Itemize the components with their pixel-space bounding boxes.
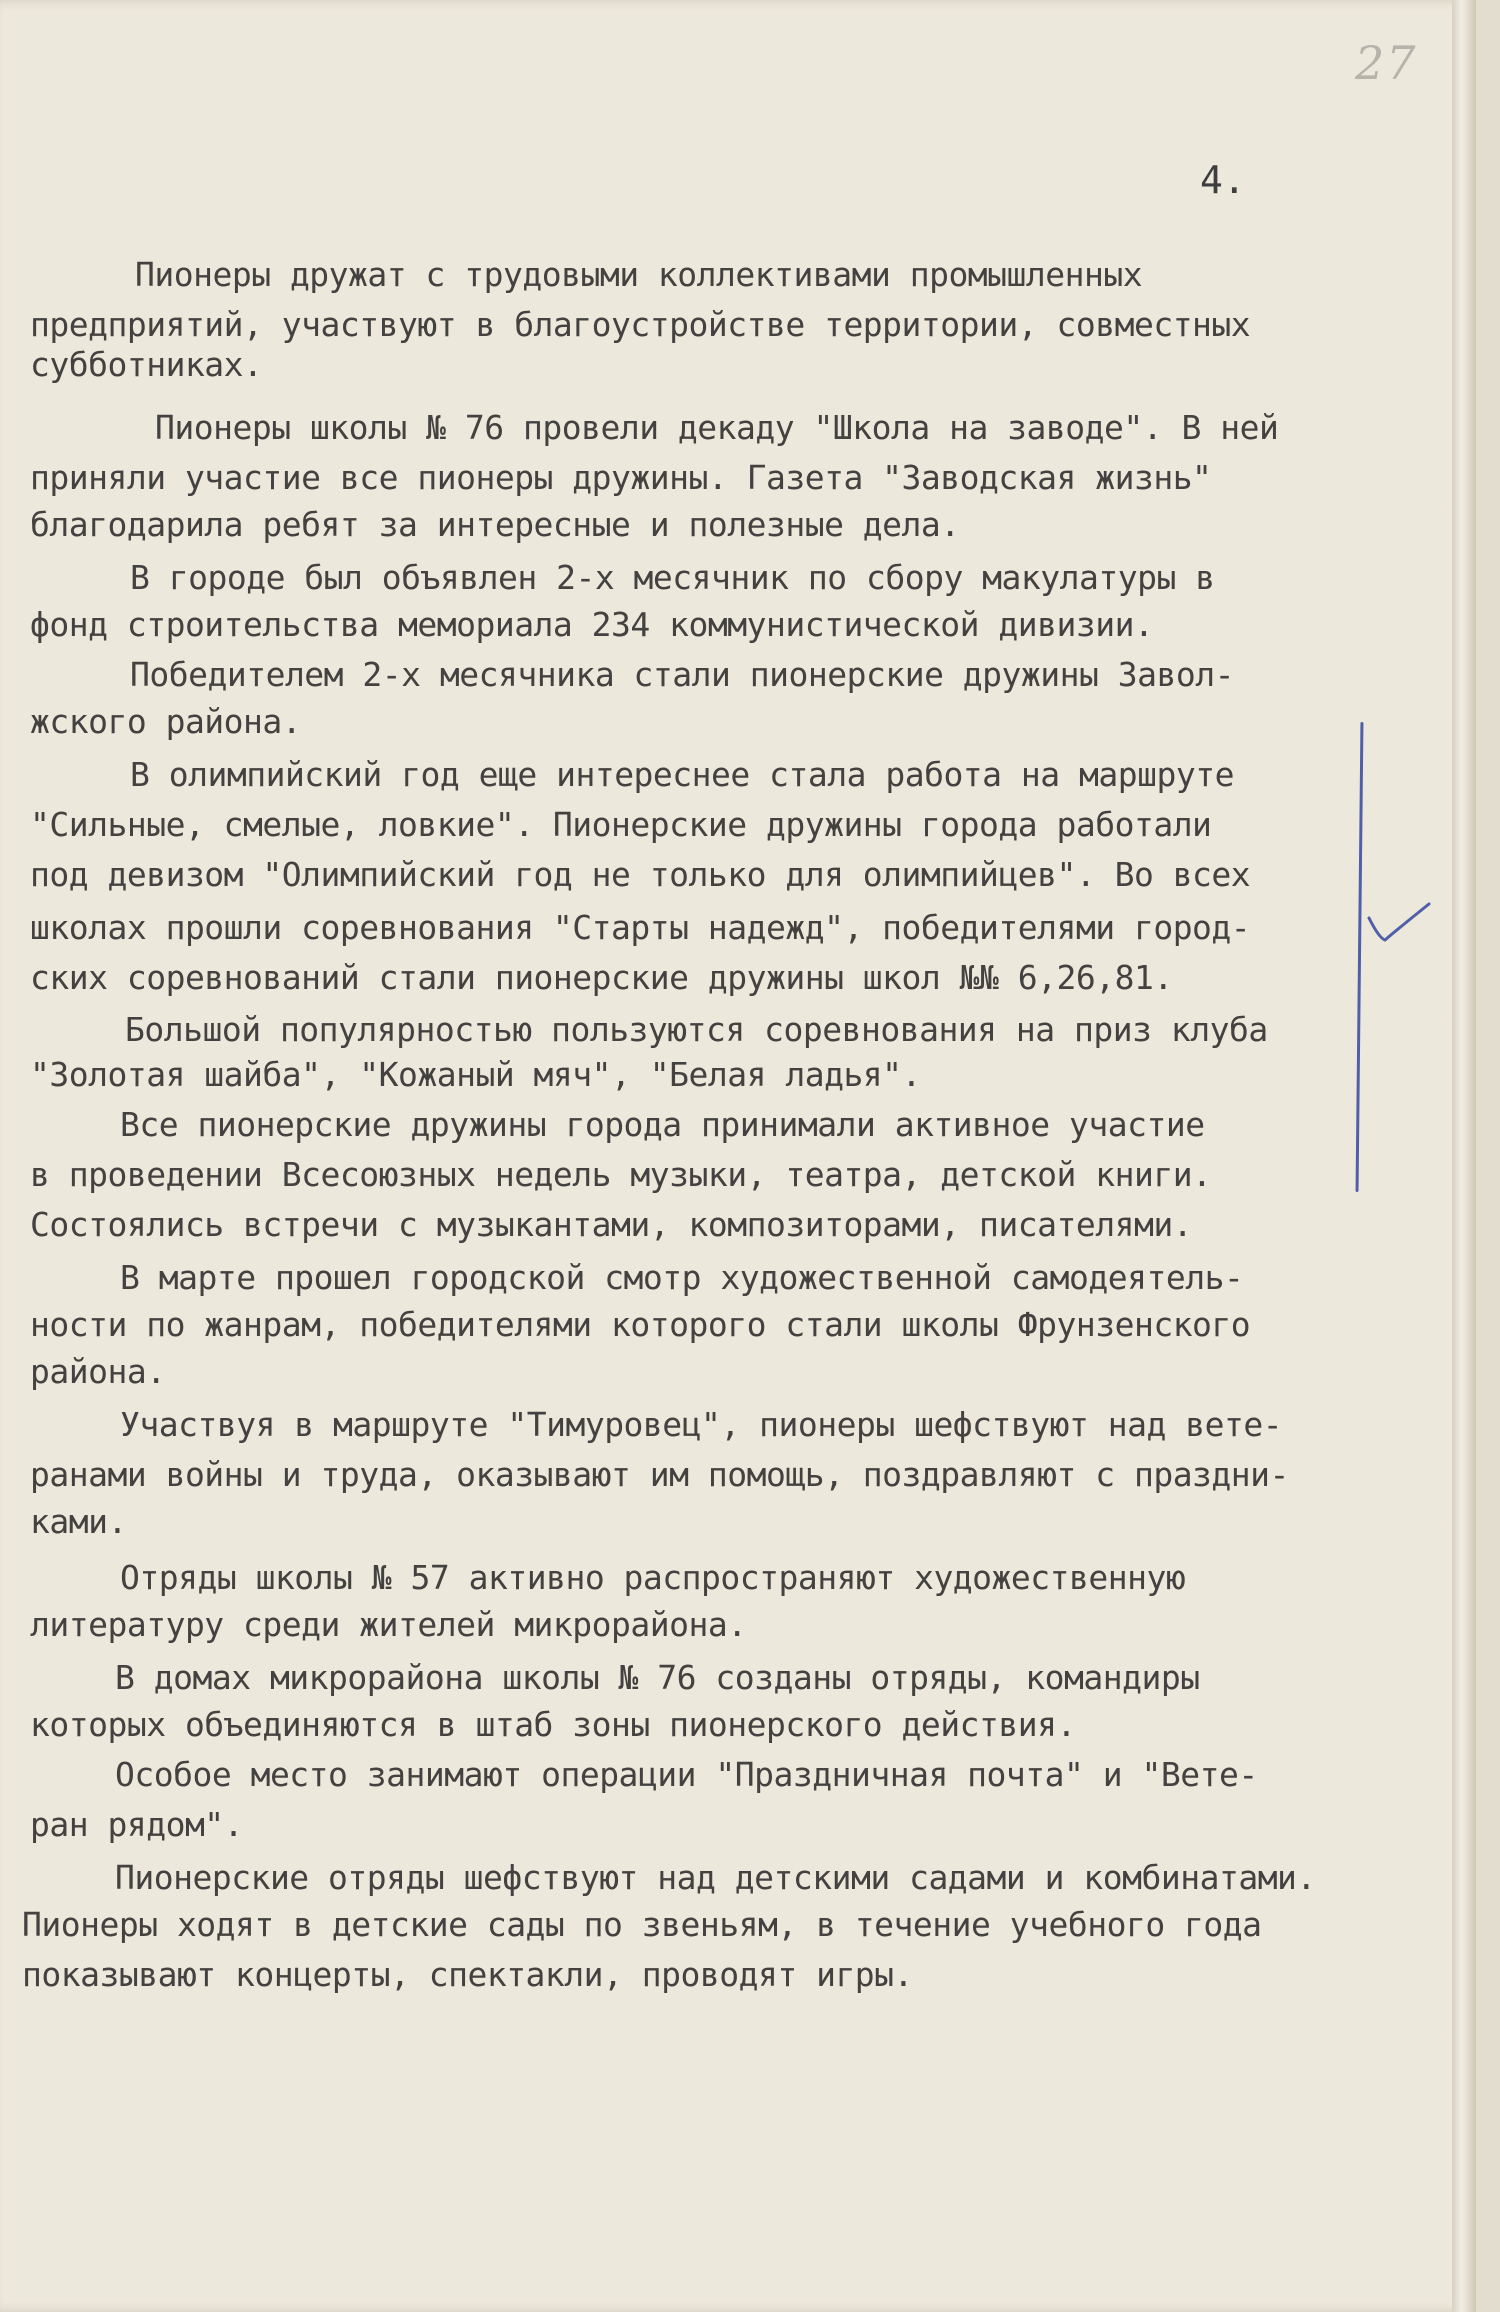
text-line: В олимпийский год еще интереснее стала работа на маршруте [130,755,1234,794]
text-line: Пионеры ходят в детские сады по звеньям, в течение учебного года [22,1905,1262,1944]
text-line: В марте прошел городской смотр художественной самодеятель- [120,1258,1244,1297]
text-line: литературу среди жителей микрорайона. [30,1605,747,1644]
text-line: ран рядом". [30,1805,244,1844]
text-line: под девизом "Олимпийский год не только для олимпийцев". Во всех [30,855,1251,894]
page-number: 4. [1200,158,1246,202]
text-line: "Золотая шайба", "Кожаный мяч", "Белая ладья". [30,1055,921,1094]
text-line: Пионеры дружат с трудовыми коллективами промышленных [135,255,1143,294]
text-line: Пионеры школы № 76 провели декаду "Школа на заводе". В ней [155,408,1279,447]
text-line: Участвуя в маршруте "Тимуровец", пионеры шефствуют над вете- [120,1405,1283,1444]
archive-page-number: 27 [1355,36,1418,90]
text-line: В городе был объявлен 2-х месячник по сбору макулатуры в [130,558,1215,597]
text-line: в проведении Всесоюзных недель музыки, театра, детской книги. [30,1155,1212,1194]
text-line: предприятий, участвуют в благоустройстве территории, совместных [30,305,1251,344]
text-line: Состоялись встречи с музыкантами, композиторами, писателями. [30,1205,1193,1244]
text-line: "Сильные, смелые, ловкие". Пионерские дружины города работали [30,805,1212,844]
text-line: Особое место занимают операции "Праздничная почта" и "Вете- [115,1755,1258,1794]
text-line: Победителем 2-х месячника стали пионерские дружины Завол- [130,655,1234,694]
text-line: ских соревнований стали пионерские дружины школ №№ 6,26,81. [30,958,1173,997]
text-line: Пионерские отряды шефствуют над детскими садами и комбинатами. [115,1858,1316,1897]
text-line: показывают концерты, спектакли, проводят игры. [22,1955,913,1994]
text-line: района. [30,1352,166,1391]
text-line: приняли участие все пионеры дружины. Газета "Заводская жизнь" [30,458,1212,497]
text-line: которых объединяются в штаб зоны пионерского действия. [30,1705,1076,1744]
text-line: Отряды школы № 57 активно распространяют художественную [120,1558,1186,1597]
text-line: ности по жанрам, победителями которого стали школы Фрунзенского [30,1305,1251,1344]
text-line: благодарила ребят за интересные и полезные дела. [30,505,960,544]
text-line: субботниках. [30,345,263,384]
text-line: Большой популярностью пользуются соревнования на приз клуба [125,1010,1268,1049]
check-mark-icon [1365,898,1435,948]
text-line: школах прошли соревнования "Старты надежд", победителями город- [30,908,1251,947]
text-line: ками. [30,1502,127,1541]
text-line: Все пионерские дружины города принимали активное участие [120,1105,1205,1144]
text-line: В домах микрорайона школы № 76 созданы отряды, командиры [115,1658,1200,1697]
text-line: жского района. [30,702,302,741]
text-line: ранами войны и труда, оказывают им помощь, поздравляют с праздни- [30,1455,1289,1494]
text-line: фонд строительства мемориала 234 коммунистической дивизии. [30,605,1154,644]
